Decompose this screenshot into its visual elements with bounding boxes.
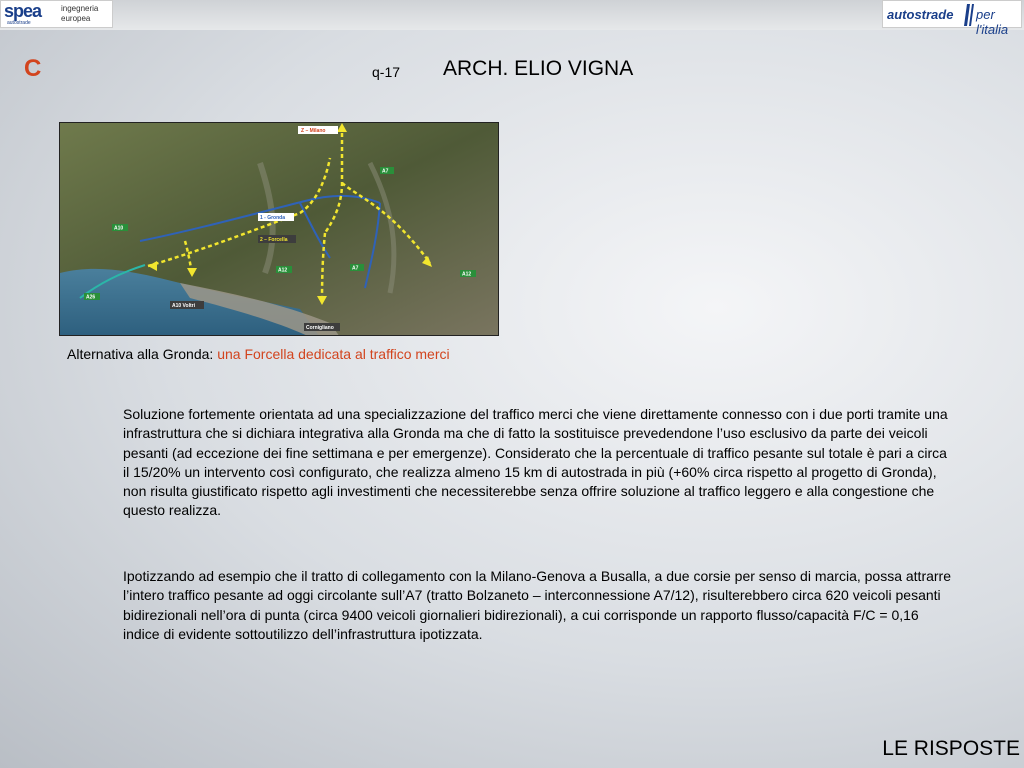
map-label-milano: Z – Milano — [301, 128, 326, 134]
map-label-a10: A10 — [114, 225, 124, 232]
autostrade-logo-word: autostrade — [887, 7, 954, 22]
map-label-a26: A26 — [86, 294, 96, 301]
spea-side-line1: ingegneria — [61, 4, 99, 13]
spea-logo-side-text — [61, 4, 98, 24]
top-bar — [0, 0, 1024, 30]
autostrade-logo — [882, 0, 1022, 37]
map-label-a7: A7 — [382, 168, 389, 175]
spea-logo-tagline: autostrade — [7, 20, 31, 26]
map-caption — [67, 346, 450, 362]
author-title: ARCH. ELIO VIGNA — [443, 57, 634, 80]
caption-prefix: Alternativa alla Gronda: — [67, 346, 218, 362]
section-letter: C — [24, 55, 42, 82]
map-label-a12-right: A12 — [462, 271, 472, 278]
spea-side-line2: europea — [61, 14, 91, 23]
paragraph-2: Ipotizzando ad esempio che il tratto di collegamento con la Milano-Genova a Busalla, a due corsie per senso di marcia, possa attrarre l’intero traffico pesante ad oggi circolante sull’A7 (tratto Bolzaneto – interconnessione A7/12), risulterebbero circa 620 veicoli pesanti bidirezionali nell’ora di punta (circa 9400 veicoli giornalieri bidirezionali), a cui corrisponde un rapporto flusso/capacità F/C = 0,16 indice di evidente sottoutilizzo dell’infrastruttura ipotizzata. — [123, 568, 952, 642]
map-graphic — [60, 123, 499, 336]
spea-logo-word: spea — [4, 1, 42, 21]
spea-logo — [0, 0, 113, 28]
map-label-gronda: 1 - Gronda — [260, 215, 286, 221]
map-label-forcella: 2 – Forcella — [260, 237, 288, 243]
map-label-a12-left: A12 — [278, 267, 288, 274]
question-code: q-17 — [372, 64, 401, 80]
satellite-map — [59, 122, 499, 336]
autostrade-bars-icon — [964, 4, 974, 26]
paragraph-1: Soluzione fortemente orientata ad una specializzazione del traffico merci che viene direttamente connesso con i due porti tramite una infrastruttura che si dichiara integrativa alla Gronda ma che di fatto la sostituisce prevedendone l’uso esclusivo da parte dei veicoli pesanti (ad eccezione dei fine settimana e per emergenze). Considerato che la percentuale di traffico pesante sul totale è pari a circa il 15/20% un intervento così configurato, che realizza almeno 15 km di autostrada in più (+60% circa rispetto al progetto di Gronda), non risulta giustificato rispetto agli investimenti che necessiterebbe senza offrire soluzione al traffico leggero e alla congestione che questo realizza. — [123, 406, 948, 519]
map-label-a7-bottom: A7 — [352, 265, 359, 272]
autostrade-logo-suffix: per l'italia — [976, 7, 1009, 37]
caption-highlight: una Forcella dedicata al traffico merci — [217, 346, 450, 362]
map-label-voltri: A10 Voltri — [172, 303, 195, 309]
map-label-cornigliano: Cornigliano — [306, 325, 334, 331]
footer-label: LE RISPOSTE — [882, 737, 1020, 760]
